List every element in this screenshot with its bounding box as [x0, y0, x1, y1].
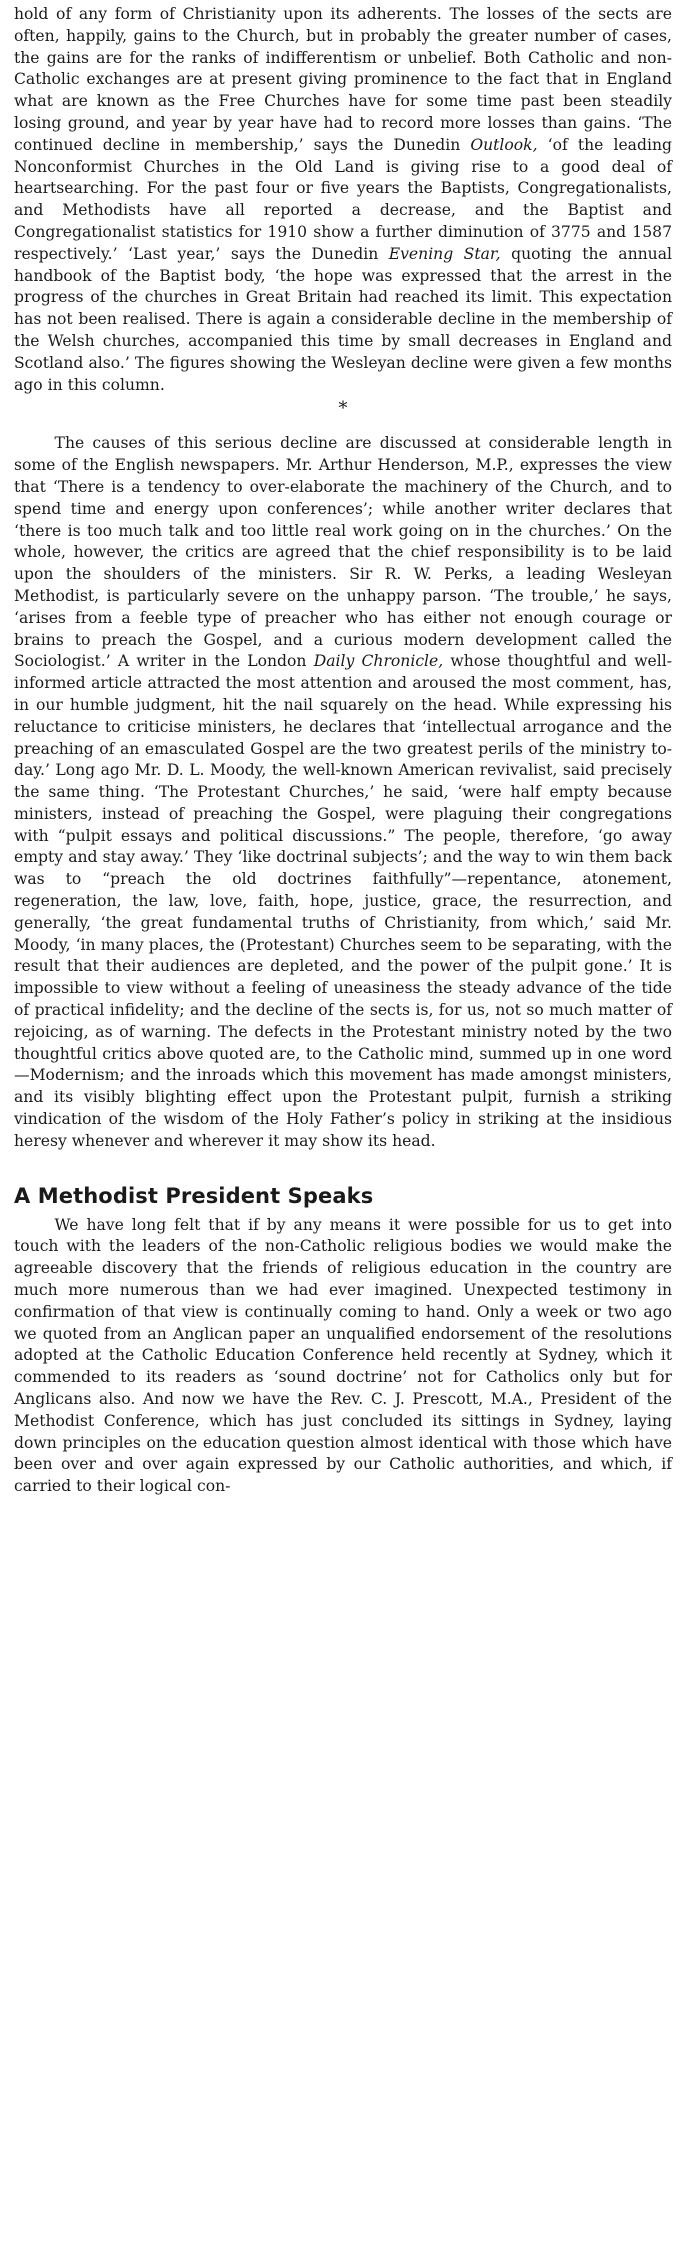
paragraph-free-churches-decline — [14, 4, 672, 396]
paragraph-causes-of-decline — [14, 433, 672, 1152]
section-separator: * — [338, 398, 348, 420]
section-heading: A Methodist President Speaks — [14, 1183, 374, 1208]
paragraph-text: hold of any form of Christianity upon its adherents. The losses of the sects are often, happily, gains to the Church, but in probably the greater number of cases, the gains are for the ranks of indifferentism or unbelief. Both Catholic and non-Catholic exchanges are at present giving prominence to the fact that in England what are known as the Free Churches have for some time past been steadily losing ground, and year by year have had to record more losses than gains. ‘The continued decline in membership,’ says the Dunedin — [14, 5, 672, 154]
publication-name: Daily Chronicle, — [313, 652, 444, 671]
paragraph-text: quoting the annual handbook of the Baptist body, ‘the hope was expressed that the arrest in the progress of the churches in Great Britain had reached its limit. This expectation has not been realised. There is again a considerable decline in the membership of the Welsh churches, accompanied this time by small decreases in England and Scotland also.’ The figures showing the Wesleyan decline were given a few months ago in this column. — [14, 244, 672, 394]
paragraph-text: whose thoughtful and well-informed article attracted the most attention and aroused the most comment, has, in our humble judgment, hit the nail squarely on the head. While expressing his reluctance to criticise ministers, he declares that ‘intellectual arrogance and the preaching of an emasculated Gospel are the two greatest perils of the ministry to-day.’ Long ago Mr. D. L. Moody, the well-known American revivalist, said precisely the same thing. ‘The Protestant Churches,’ he said, ‘were half empty because ministers, instead of preaching the Gospel, were plaguing their congregations with “pulpit essays and political discussions.” The people, therefore, ‘go away empty and stay away.’ They ‘like doctrinal subjects’; and the way to win them back was to “preach the old doctrines faithfully”—repentance, atonement, regeneration, the law, love, faith, hope, justice, grace, the resurrection, and generally, ‘the great fundamental truths of Christianity, from which,’ said Mr. Moody, ‘in many places, the (Protestant) Churches seem to be separating, with the result that their audiences are depleted, and the power of the pulpit gone.’ It is impossible to view without a feeling of uneasiness the steady advance of the tide of practical infidelity; and the decline of the sects is, for us, not so much matter of rejoicing, as of warning. The defects in the Protestant ministry noted by the two thoughtful critics above quoted are, to the Catholic mind, summed up in one word—Modernism; and the inroads which this movement has made amongst ministers, and its visibly blighting effect upon the Protestant pulpit, furnish a striking vindication of the wisdom of the Holy Father’s policy in striking at the insidious heresy whenever and wherever it may show its head. — [14, 652, 673, 1150]
paragraph-methodist-president: We have long felt that if by any means it were possible for us to get into touch with the leaders of the non-Catholic religious bodies we would make the agreeable discovery that the friends of religious education in the country are much more numerous than we had ever imagined. Unexpected testimony in confirmation of that view is continually coming to hand. Only a week or two ago we quoted from an Anglican paper an unqualified endorsement of the resolutions adopted at the Catholic Education Conference held recently at Sydney, which it commended to its readers as ‘sound doctrine’ not for Catholics only but for Anglicans also. And now we have the Rev. C. J. Prescott, M.A., President of the Methodist Conference, which has just concluded its sittings in Sydney, laying down principles on the education question almost identical with those which have been over and over again expressed by our Catholic authorities, and which, if carried to their logical con- — [14, 1215, 672, 1496]
paragraph-text: ‘of the leading Nonconformist Churches in the Old Land is giving rise to a good deal of heartsearching. For the past four or five years the Baptists, Congregationalists, and Methodists have all reported a decrease, and the Baptist and Congregationalist statistics for 1910 show a further diminution of 3775 and 1587 respectively.’ ‘Last year,’ says the Dunedin — [14, 135, 672, 263]
paragraph-text: The causes of this serious decline are discussed at considerable length in some of the English newspapers. Mr. Arthur Henderson, M.P., expresses the view that ‘There is a tendency to over-elaborate the machinery of the Church, and to spend time and energy upon conferences’; while another writer declares that ‘there is too much talk and too little real work going on in the churches.’ On the whole, however, the critics are agreed that the chief responsibility is to be laid upon the shoulders of the ministers. Sir R. W. Perks, a leading Wesleyan Methodist, is particularly severe on the unhappy parson. ‘The trouble,’ he says, ‘arises from a feeble type of preacher who has either not enough courage or brains to preach the Gospel, and a curious modern development called the Sociologist.’ A writer in the London — [14, 434, 672, 671]
publication-name: Evening Star, — [388, 244, 501, 263]
publication-name: Outlook, — [470, 135, 538, 154]
